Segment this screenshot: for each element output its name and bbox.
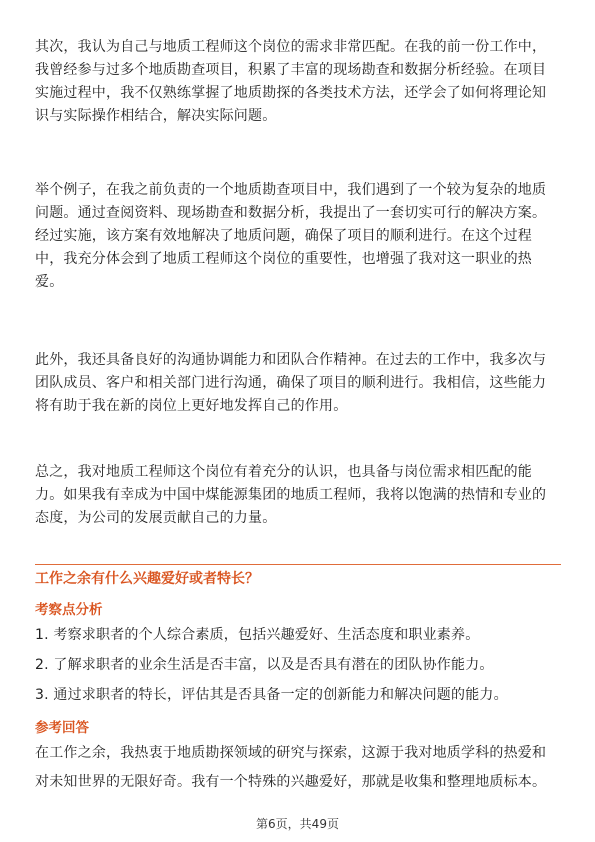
paragraph-line: 我曾经参与过多个地质勘查项目，积累了丰富的现场勘查和数据分析经验。在项目: [35, 62, 547, 78]
analysis-item: 1. 考察求职者的个人综合素质，包括兴趣爱好、生活态度和职业素养。: [35, 627, 480, 643]
analysis-heading: 考察点分析: [35, 602, 103, 618]
answer-line: 对未知世界的无限好奇。我有一个特殊的兴趣爱好，那就是收集和整理地质标本。: [35, 774, 547, 790]
paragraph-line: 爱。: [35, 274, 64, 290]
question-title: 工作之余有什么兴趣爱好或者特长？: [35, 571, 259, 587]
paragraph-line: 问题。通过查阅资料、现场勘查和数据分析，我提出了一套切实可行的解决方案。: [35, 205, 547, 221]
section-divider: [35, 564, 561, 565]
paragraph-line: 将有助于我在新的岗位上更好地发挥自己的作用。: [35, 398, 348, 414]
paragraph-line: 识与实际操作相结合，解决实际问题。: [35, 108, 277, 124]
paragraph-2: [35, 179, 561, 294]
answer-heading: 参考回答: [35, 720, 89, 736]
paragraph-3: [35, 349, 561, 418]
paragraph-4: [35, 461, 561, 530]
paragraph-line: 实施过程中，我不仅熟练掌握了地质勘探的各类技术方法，还学会了如何将理论知: [35, 85, 547, 101]
paragraph-line: 力。如果我有幸成为中国中煤能源集团的地质工程师，我将以饱满的热情和专业的: [35, 487, 547, 503]
paragraph-line: 中，我充分体会到了地质工程师这个岗位的重要性，也增强了我对这一职业的热: [35, 251, 532, 267]
paragraph-line: 总之，我对地质工程师这个岗位有着充分的认识，也具备与岗位需求相匹配的能: [35, 464, 532, 480]
paragraph-line: 团队成员、客户和相关部门进行沟通，确保了项目的顺利进行。我相信，这些能力: [35, 375, 547, 391]
paragraph-line: 此外，我还具备良好的沟通协调能力和团队合作精神。在过去的工作中，我多次与: [35, 352, 547, 368]
analysis-item: 3. 通过求职者的特长，评估其是否具备一定的创新能力和解决问题的能力。: [35, 687, 508, 703]
paragraph-1: [35, 36, 561, 128]
paragraph-line: 举个例子，在我之前负责的一个地质勘查项目中，我们遇到了一个较为复杂的地质: [35, 182, 547, 198]
paragraph-line: 态度，为公司的发展贡献自己的力量。: [35, 510, 277, 526]
analysis-item: 2. 了解求职者的业余生活是否丰富，以及是否具有潜在的团队协作能力。: [35, 657, 494, 673]
paragraph-line: 其次，我认为自己与地质工程师这个岗位的需求非常匹配。在我的前一份工作中，: [35, 39, 547, 55]
paragraph-line: 经过实施，该方案有效地解决了地质问题，确保了项目的顺利进行。在这个过程: [35, 228, 532, 244]
page-number: 第6页，共49页: [256, 817, 339, 831]
answer-line: 在工作之余，我热衷于地质勘探领域的研究与探索，这源于我对地质学科的热爱和: [35, 745, 547, 761]
